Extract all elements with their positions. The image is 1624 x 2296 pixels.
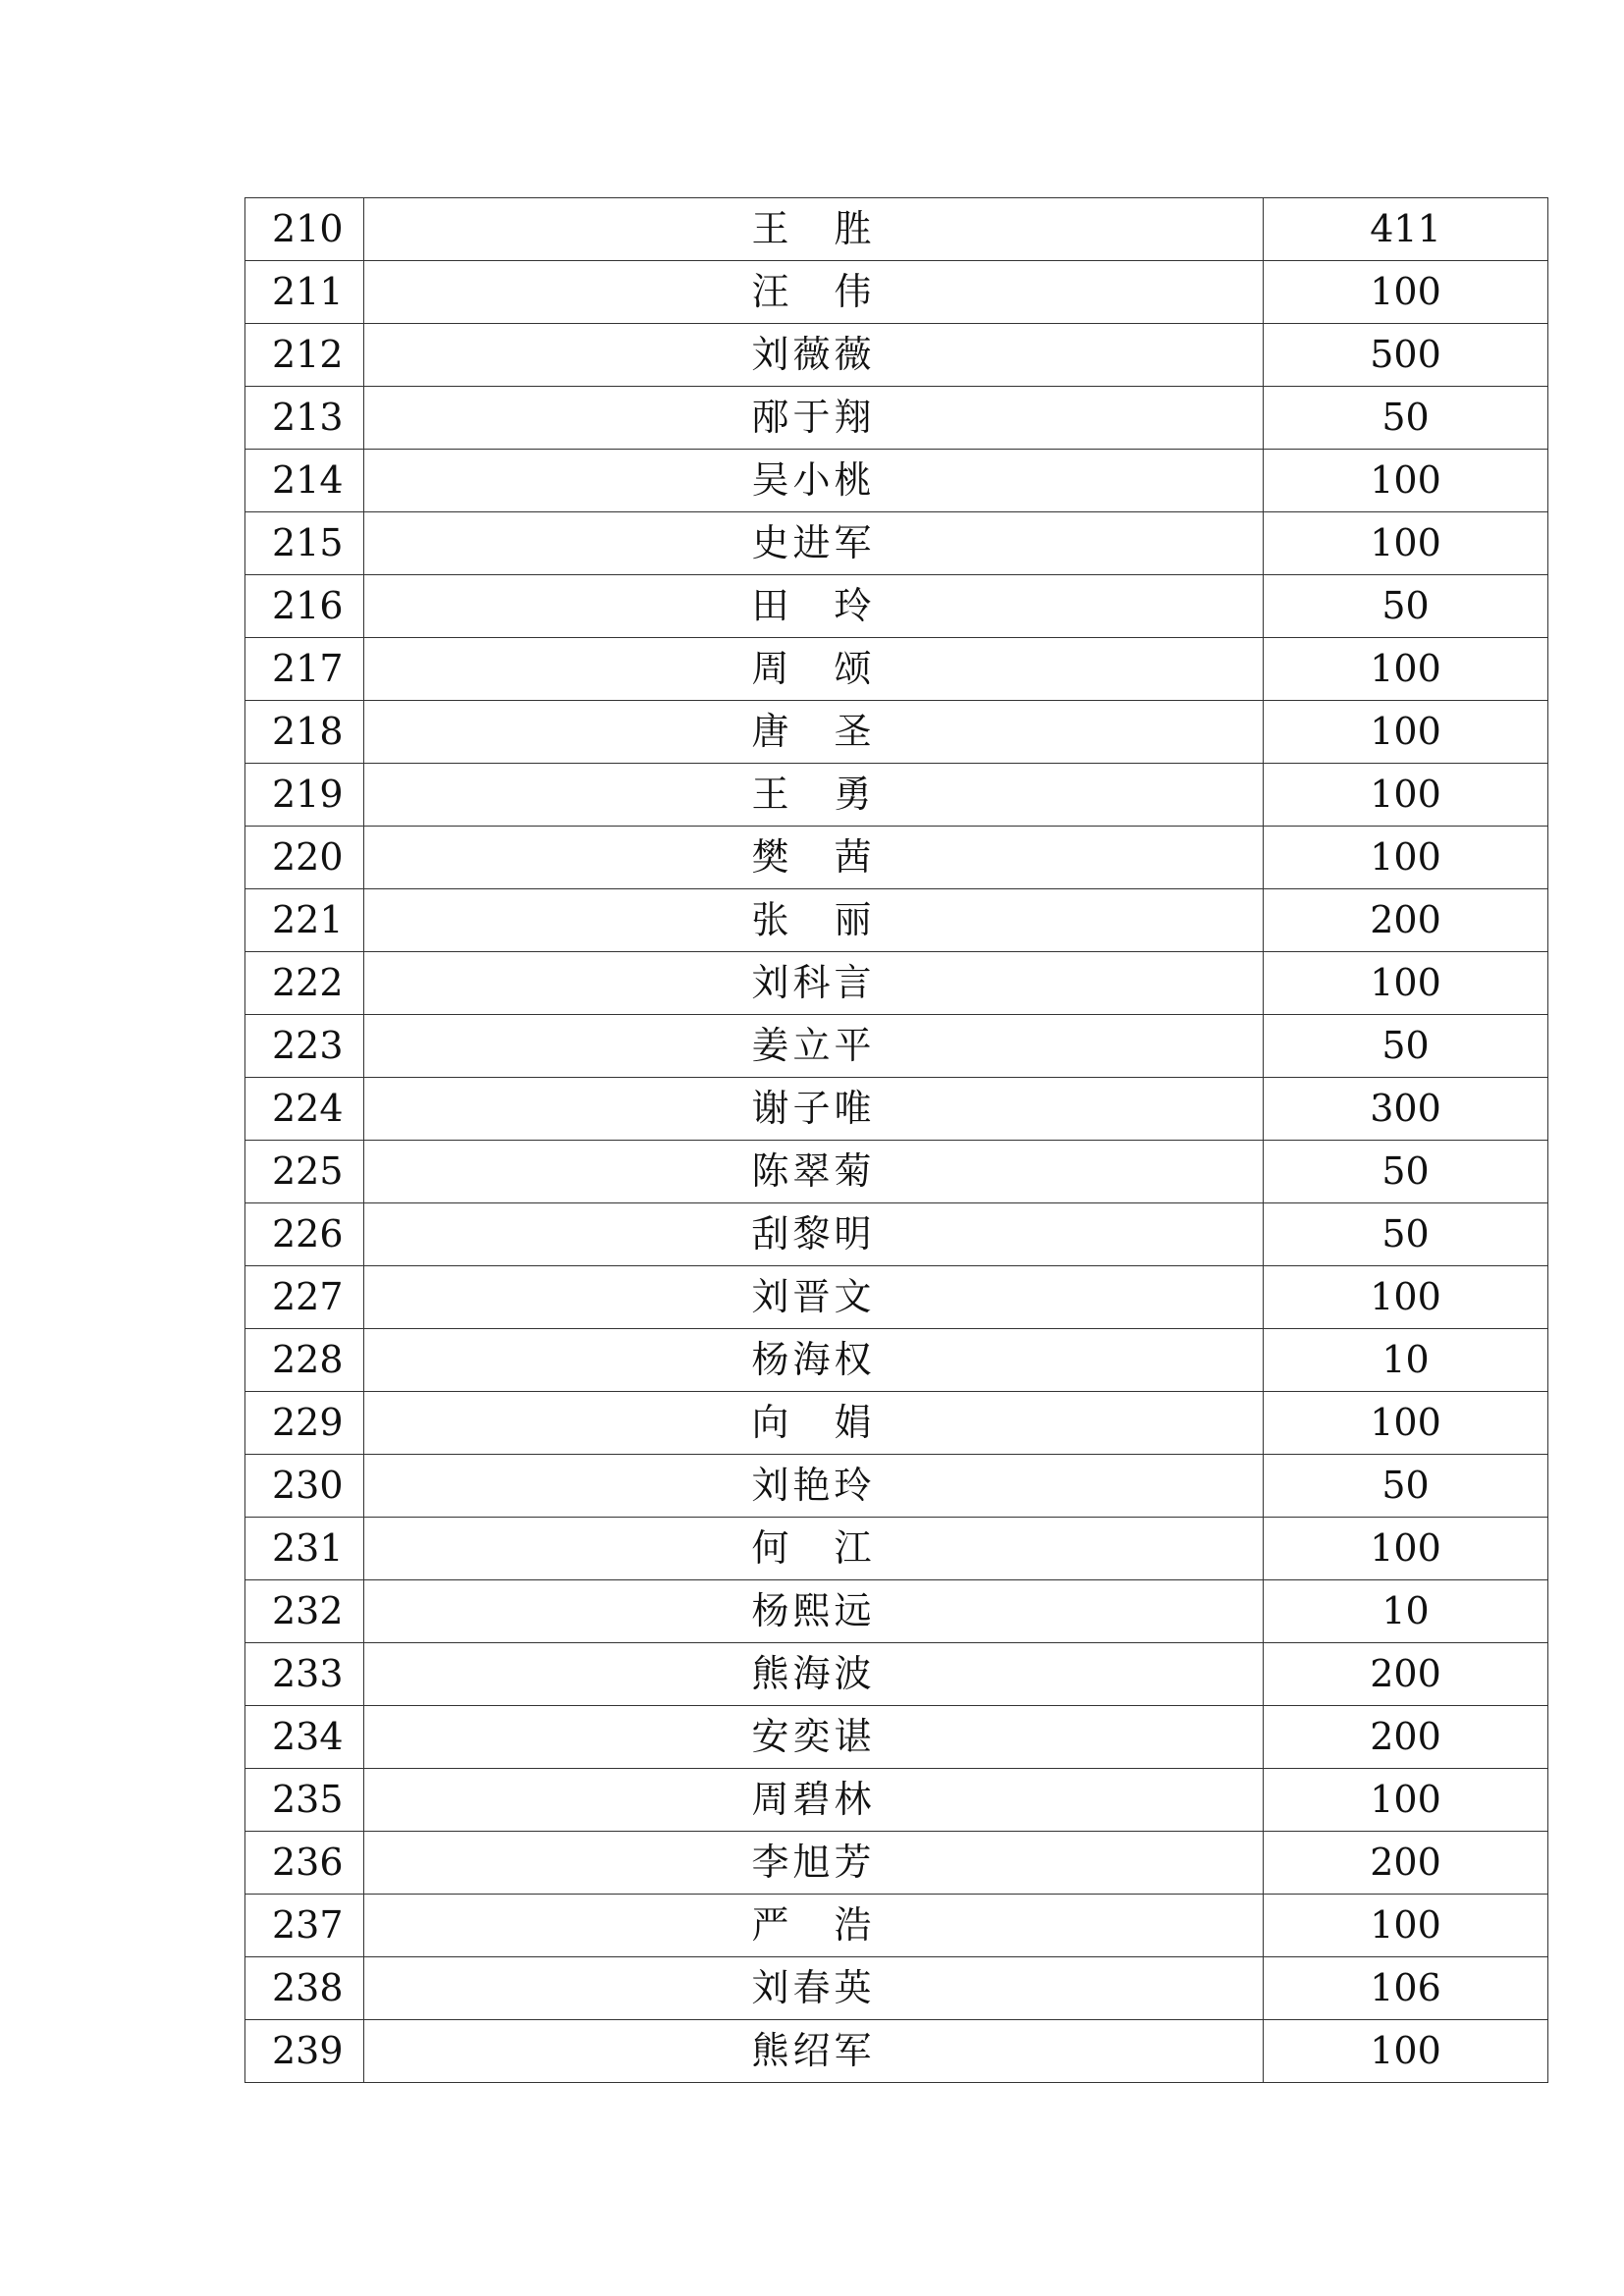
row-number-cell: 235 [245, 1769, 364, 1832]
donation-amount-cell: 200 [1264, 1832, 1548, 1895]
donor-name-cell: 刘春英 [364, 1957, 1264, 2020]
table-row [245, 1895, 1548, 1957]
row-number-cell: 225 [245, 1141, 364, 1203]
table-row [245, 1329, 1548, 1392]
row-number-cell: 219 [245, 764, 364, 827]
donor-name-cell: 熊绍军 [364, 2020, 1264, 2083]
donation-amount-cell: 500 [1264, 324, 1548, 387]
donation-table [244, 197, 1548, 2083]
donation-amount-cell: 100 [1264, 764, 1548, 827]
donation-list-page [244, 197, 1547, 2083]
donor-name-cell: 吴小桃 [364, 450, 1264, 512]
table-row [245, 1706, 1548, 1769]
donation-amount-cell: 50 [1264, 387, 1548, 450]
row-number-cell: 232 [245, 1580, 364, 1643]
donor-name-cell: 田 玲 [364, 575, 1264, 638]
donation-amount-cell: 50 [1264, 1203, 1548, 1266]
table-row [245, 1203, 1548, 1266]
donation-amount-cell: 100 [1264, 1266, 1548, 1329]
donor-name-cell: 史进军 [364, 512, 1264, 575]
donor-name-cell: 张 丽 [364, 889, 1264, 952]
table-row [245, 701, 1548, 764]
donation-amount-cell: 10 [1264, 1580, 1548, 1643]
table-row [245, 198, 1548, 261]
table-row [245, 1266, 1548, 1329]
donor-name-cell: 熊海波 [364, 1643, 1264, 1706]
donation-amount-cell: 100 [1264, 1895, 1548, 1957]
donation-amount-cell: 100 [1264, 2020, 1548, 2083]
table-row [245, 261, 1548, 324]
donation-amount-cell: 50 [1264, 575, 1548, 638]
donor-name-cell: 刘科言 [364, 952, 1264, 1015]
donor-name-cell: 姜立平 [364, 1015, 1264, 1078]
donation-amount-cell: 100 [1264, 701, 1548, 764]
donation-amount-cell: 100 [1264, 638, 1548, 701]
donation-amount-cell: 100 [1264, 1392, 1548, 1455]
donor-name-cell: 杨海权 [364, 1329, 1264, 1392]
donation-amount-cell: 411 [1264, 198, 1548, 261]
donation-amount-cell: 300 [1264, 1078, 1548, 1141]
row-number-cell: 226 [245, 1203, 364, 1266]
row-number-cell: 216 [245, 575, 364, 638]
donor-name-cell: 谢子唯 [364, 1078, 1264, 1141]
row-number-cell: 224 [245, 1078, 364, 1141]
donor-name-cell: 唐 圣 [364, 701, 1264, 764]
table-row [245, 638, 1548, 701]
donation-table-body [245, 198, 1548, 2083]
donor-name-cell: 刘晋文 [364, 1266, 1264, 1329]
donor-name-cell: 周 颂 [364, 638, 1264, 701]
row-number-cell: 217 [245, 638, 364, 701]
row-number-cell: 227 [245, 1266, 364, 1329]
donation-amount-cell: 106 [1264, 1957, 1548, 2020]
row-number-cell: 229 [245, 1392, 364, 1455]
donor-name-cell: 樊 茜 [364, 827, 1264, 889]
row-number-cell: 221 [245, 889, 364, 952]
table-row [245, 1015, 1548, 1078]
table-row [245, 1392, 1548, 1455]
donor-name-cell: 陈翠菊 [364, 1141, 1264, 1203]
donor-name-cell: 刘艳玲 [364, 1455, 1264, 1518]
table-row [245, 1455, 1548, 1518]
row-number-cell: 220 [245, 827, 364, 889]
donation-amount-cell: 10 [1264, 1329, 1548, 1392]
donation-amount-cell: 100 [1264, 827, 1548, 889]
row-number-cell: 223 [245, 1015, 364, 1078]
donor-name-cell: 刮黎明 [364, 1203, 1264, 1266]
row-number-cell: 210 [245, 198, 364, 261]
donation-amount-cell: 100 [1264, 450, 1548, 512]
row-number-cell: 222 [245, 952, 364, 1015]
row-number-cell: 237 [245, 1895, 364, 1957]
donor-name-cell: 李旭芳 [364, 1832, 1264, 1895]
row-number-cell: 233 [245, 1643, 364, 1706]
donation-amount-cell: 50 [1264, 1015, 1548, 1078]
table-row [245, 1957, 1548, 2020]
donor-name-cell: 王 胜 [364, 198, 1264, 261]
donation-amount-cell: 200 [1264, 1643, 1548, 1706]
donation-amount-cell: 100 [1264, 952, 1548, 1015]
table-row [245, 889, 1548, 952]
donor-name-cell: 安奕谌 [364, 1706, 1264, 1769]
table-row [245, 1141, 1548, 1203]
table-row [245, 764, 1548, 827]
donor-name-cell: 何 江 [364, 1518, 1264, 1580]
table-row [245, 1769, 1548, 1832]
donation-amount-cell: 100 [1264, 261, 1548, 324]
donor-name-cell: 严 浩 [364, 1895, 1264, 1957]
row-number-cell: 234 [245, 1706, 364, 1769]
donor-name-cell: 邴于翔 [364, 387, 1264, 450]
table-row [245, 1832, 1548, 1895]
donor-name-cell: 向 娟 [364, 1392, 1264, 1455]
table-row [245, 1518, 1548, 1580]
row-number-cell: 239 [245, 2020, 364, 2083]
table-row [245, 827, 1548, 889]
table-row [245, 387, 1548, 450]
row-number-cell: 236 [245, 1832, 364, 1895]
table-row [245, 1580, 1548, 1643]
table-row [245, 512, 1548, 575]
table-row [245, 1643, 1548, 1706]
donor-name-cell: 杨熙远 [364, 1580, 1264, 1643]
donor-name-cell: 王 勇 [364, 764, 1264, 827]
donor-name-cell: 周碧林 [364, 1769, 1264, 1832]
table-row [245, 575, 1548, 638]
table-row [245, 324, 1548, 387]
table-row [245, 1078, 1548, 1141]
row-number-cell: 213 [245, 387, 364, 450]
donation-amount-cell: 50 [1264, 1141, 1548, 1203]
table-row [245, 952, 1548, 1015]
donor-name-cell: 刘薇薇 [364, 324, 1264, 387]
donation-amount-cell: 100 [1264, 1518, 1548, 1580]
row-number-cell: 211 [245, 261, 364, 324]
donation-amount-cell: 200 [1264, 1706, 1548, 1769]
row-number-cell: 212 [245, 324, 364, 387]
row-number-cell: 238 [245, 1957, 364, 2020]
row-number-cell: 214 [245, 450, 364, 512]
donation-amount-cell: 100 [1264, 1769, 1548, 1832]
donation-amount-cell: 50 [1264, 1455, 1548, 1518]
table-row [245, 2020, 1548, 2083]
row-number-cell: 231 [245, 1518, 364, 1580]
row-number-cell: 228 [245, 1329, 364, 1392]
row-number-cell: 215 [245, 512, 364, 575]
donation-amount-cell: 100 [1264, 512, 1548, 575]
row-number-cell: 230 [245, 1455, 364, 1518]
donor-name-cell: 汪 伟 [364, 261, 1264, 324]
row-number-cell: 218 [245, 701, 364, 764]
table-row [245, 450, 1548, 512]
donation-amount-cell: 200 [1264, 889, 1548, 952]
